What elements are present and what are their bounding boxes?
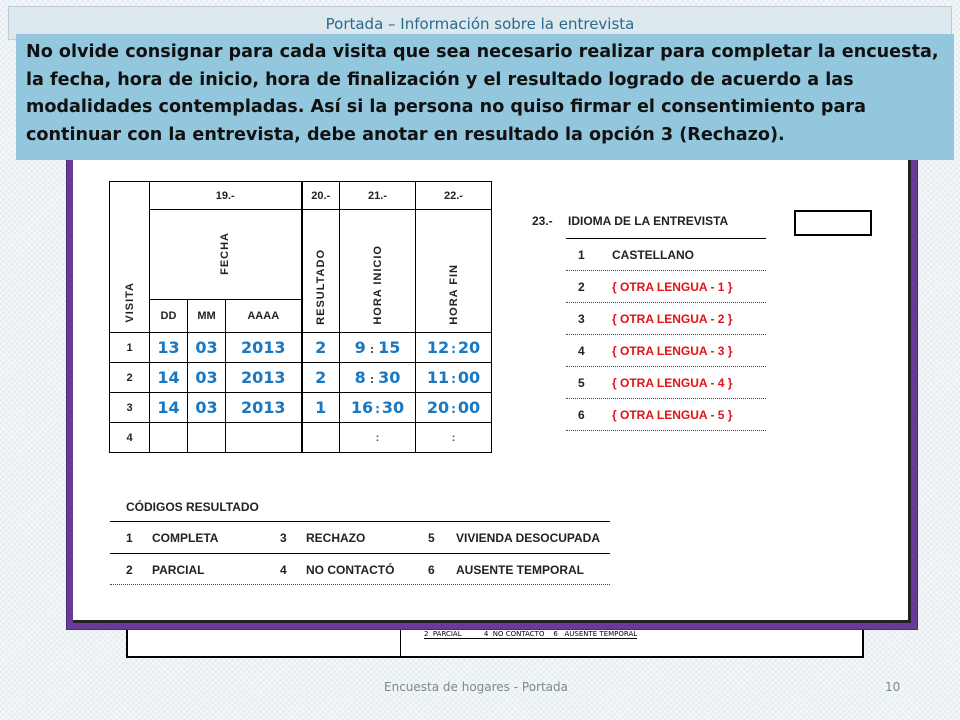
language-option[interactable] <box>566 271 766 303</box>
day-cell[interactable]: 13 <box>150 333 188 363</box>
option-number: 1 <box>578 248 585 262</box>
footer-text: Encuesta de hogares - Portada <box>384 680 569 694</box>
day-cell[interactable]: 14 <box>150 363 188 393</box>
page-number: 10 <box>885 680 901 694</box>
table-row <box>110 393 492 423</box>
option-number: 2 <box>578 280 585 294</box>
option-label: { OTRA LENGUA - 1 } <box>612 280 733 294</box>
code-number: 2 <box>126 563 133 577</box>
option-label: { OTRA LENGUA - 3 } <box>612 344 733 358</box>
hora-fin-cell[interactable]: : <box>416 423 492 453</box>
fecha-header: FECHA <box>150 210 302 300</box>
hora-fin-cell[interactable]: 20 : 00 <box>416 393 492 423</box>
instruction-callout: No olvide consignar para cada visita que sea necesario realizar para completar la encuesta, la fecha, hora de inicio, hora de finalización y el resultado logrado de acuerdo a las modalidades contempladas. Así si la persona no quiso firmar el consentimiento para continuar con la entrevista, debe anotar en resultado la opción 3 (Rechazo). <box>16 34 954 160</box>
year-cell[interactable]: 2013 <box>226 363 302 393</box>
result-codes-list <box>110 521 610 585</box>
background-form-codes-line: 2 PARCIAL 4 NO CONTACTO 6 AUSENTE TEMPORAL <box>424 630 638 638</box>
option-label: { OTRA LENGUA - 5 } <box>612 408 733 422</box>
code-label: NO CONTACTÓ <box>306 563 395 577</box>
hora-inicio-cell[interactable]: : <box>340 423 416 453</box>
visita-number: 1 <box>110 333 150 363</box>
option-label: { OTRA LENGUA - 2 } <box>612 312 733 326</box>
visit-table <box>109 181 492 453</box>
language-option[interactable] <box>566 399 766 431</box>
table-row <box>110 333 492 363</box>
hora-inicio-cell[interactable]: 9 : 15 <box>340 333 416 363</box>
month-cell[interactable]: 03 <box>188 333 226 363</box>
code-label: RECHAZO <box>306 531 366 545</box>
year-cell[interactable] <box>226 423 302 453</box>
language-option[interactable] <box>566 367 766 399</box>
language-answer-box[interactable] <box>794 210 872 236</box>
hora-fin-header: HORA FIN <box>416 210 492 333</box>
resultado-cell[interactable]: 2 <box>302 363 340 393</box>
resultado-cell[interactable]: 2 <box>302 333 340 363</box>
visita-number: 3 <box>110 393 150 423</box>
option-label: { OTRA LENGUA - 4 } <box>612 376 733 390</box>
code-number: 3 <box>280 531 287 545</box>
resultado-cell[interactable] <box>302 423 340 453</box>
code-number: 1 <box>126 531 133 545</box>
month-cell[interactable]: 03 <box>188 393 226 423</box>
visita-number: 4 <box>110 423 150 453</box>
option-number: 6 <box>578 408 585 422</box>
hora-fin-cell[interactable]: 12 : 20 <box>416 333 492 363</box>
col-number-21: 21.- <box>340 182 416 210</box>
slide-title: Portada – Información sobre la entrevista <box>8 6 952 40</box>
day-cell[interactable]: 14 <box>150 393 188 423</box>
code-number: 4 <box>280 563 287 577</box>
option-number: 4 <box>578 344 585 358</box>
code-number: 6 <box>428 563 435 577</box>
question-number: 23.- <box>532 214 553 228</box>
option-label: CASTELLANO <box>612 248 694 262</box>
result-codes-title: CÓDIGOS RESULTADO <box>126 500 259 514</box>
resultado-cell[interactable]: 1 <box>302 393 340 423</box>
hora-fin-cell[interactable]: 11 : 00 <box>416 363 492 393</box>
option-number: 5 <box>578 376 585 390</box>
aaaa-header: AAAA <box>226 300 302 333</box>
result-codes-row <box>110 553 610 585</box>
code-label: COMPLETA <box>152 531 219 545</box>
col-number-22: 22.- <box>416 182 492 210</box>
option-number: 3 <box>578 312 585 326</box>
dd-header: DD <box>150 300 188 333</box>
hora-inicio-cell[interactable]: 8 : 30 <box>340 363 416 393</box>
col-number-20: 20.- <box>302 182 340 210</box>
code-label: PARCIAL <box>152 563 205 577</box>
language-title: IDIOMA DE LA ENTREVISTA <box>568 214 729 228</box>
language-option[interactable] <box>566 335 766 367</box>
mm-header: MM <box>188 300 226 333</box>
language-options <box>566 238 766 431</box>
col-number-19: 19.- <box>150 182 302 210</box>
hora-inicio-header: HORA INICIO <box>340 210 416 333</box>
resultado-header: RESULTADO <box>302 210 340 333</box>
day-cell[interactable] <box>150 423 188 453</box>
result-codes-row <box>110 521 610 553</box>
code-number: 5 <box>428 531 435 545</box>
month-cell[interactable] <box>188 423 226 453</box>
table-row <box>110 363 492 393</box>
visita-header: VISITA <box>110 182 150 333</box>
code-label: AUSENTE TEMPORAL <box>456 563 585 577</box>
month-cell[interactable]: 03 <box>188 363 226 393</box>
code-label: VIVIENDA DESOCUPADA <box>456 531 601 545</box>
year-cell[interactable]: 2013 <box>226 393 302 423</box>
visita-number: 2 <box>110 363 150 393</box>
table-row <box>110 423 492 453</box>
language-option[interactable] <box>566 303 766 335</box>
language-option[interactable] <box>566 239 766 271</box>
hora-inicio-cell[interactable]: 16 : 30 <box>340 393 416 423</box>
year-cell[interactable]: 2013 <box>226 333 302 363</box>
